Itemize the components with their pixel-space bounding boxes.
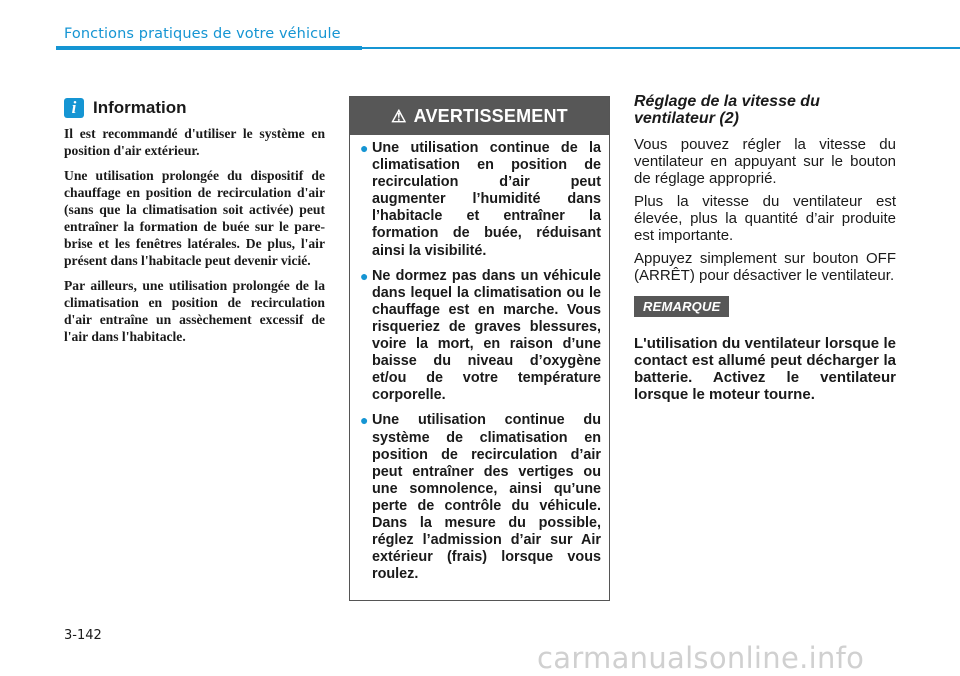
information-body	[64, 125, 325, 353]
warning-item-text: Ne dormez pas dans un véhicule dans lequel la climatisation ou le chauffage est en marche. Vous risqueriez de graves blessures, voire la mort, en raison d’une baisse du niveau d’oxygène et/ou de votre température corporelle.	[372, 267, 601, 404]
fan-speed-section	[634, 93, 896, 403]
warning-item-text: Une utilisation continue de la climatisation en position de recirculation d’air peut augmenter l’humidité dans l’habitacle et entraîner la formation de buée, réduisant ainsi la visibilité.	[372, 140, 601, 259]
warning-item-text: Une utilisation continue du système de climatisation en position de recirculation d’air peut entraîner des vertiges ou une somnolence, ainsi qu’une perte de contrôle du véhicule. Dans la mesure du possible, réglez l’admission d’air sur Air extérieur (frais) lorsque vous roulez.	[372, 412, 601, 583]
bullet-icon: ●	[360, 140, 369, 156]
remarque-badge: REMARQUE	[634, 296, 729, 317]
information-title: Information	[93, 98, 187, 117]
information-paragraph: Il est recommandé d'utiliser le système en position d'air extérieur.	[64, 126, 325, 158]
warning-item	[360, 412, 601, 583]
information-paragraph: Par ailleurs, une utilisation prolongée de la climatisation en position de recirculation d'air entraîne un assèchement excessif de l'air dans l'habitacle.	[64, 278, 325, 344]
info-icon: i	[64, 98, 84, 118]
watermark: carmanualsonline.info	[537, 641, 865, 675]
warning-triangle-icon: ⚠	[391, 106, 407, 126]
page-number: 3-142	[64, 628, 102, 643]
warning-box	[349, 96, 610, 601]
information-paragraph: Une utilisation prolongée du dispositif de chauffage en position de recirculation d'air (sans que la climatisation soit activée) peut entraîner la formation de buée sur le pare-brise et les fenêtres latérales. De plus, l'air présent dans l'habitacle peut devenir vicié.	[64, 168, 325, 268]
bullet-icon: ●	[360, 412, 369, 429]
warning-item	[360, 140, 601, 260]
warning-title: AVERTISSEMENT	[413, 105, 568, 126]
fan-speed-paragraph: Vous pouvez régler la vitesse du ventilateur en appuyant sur le bouton de réglage approprié.	[634, 136, 896, 187]
information-heading	[64, 97, 187, 119]
fan-speed-paragraph: Appuyez simplement sur bouton OFF (ARRÊT) pour désactiver le ventilateur.	[634, 250, 896, 284]
fan-speed-title: Réglage de la vitesse du ventilateur (2)	[634, 93, 820, 127]
fan-speed-paragraph: Plus la vitesse du ventilateur est élevée, plus la quantité d’air produite est importante.	[634, 193, 896, 244]
remarque-text: L'utilisation du ventilateur lorsque le contact est allumé peut décharger la batterie. Activez le ventilateur lorsque le moteur tourne.	[634, 335, 896, 403]
warning-item	[360, 268, 601, 405]
header-rule-thin	[362, 47, 960, 49]
warning-list	[350, 135, 609, 583]
warning-banner	[350, 97, 609, 135]
header-rule-thick	[56, 46, 362, 50]
bullet-icon: ●	[360, 267, 369, 284]
section-header-title: Fonctions pratiques de votre véhicule	[64, 26, 341, 42]
